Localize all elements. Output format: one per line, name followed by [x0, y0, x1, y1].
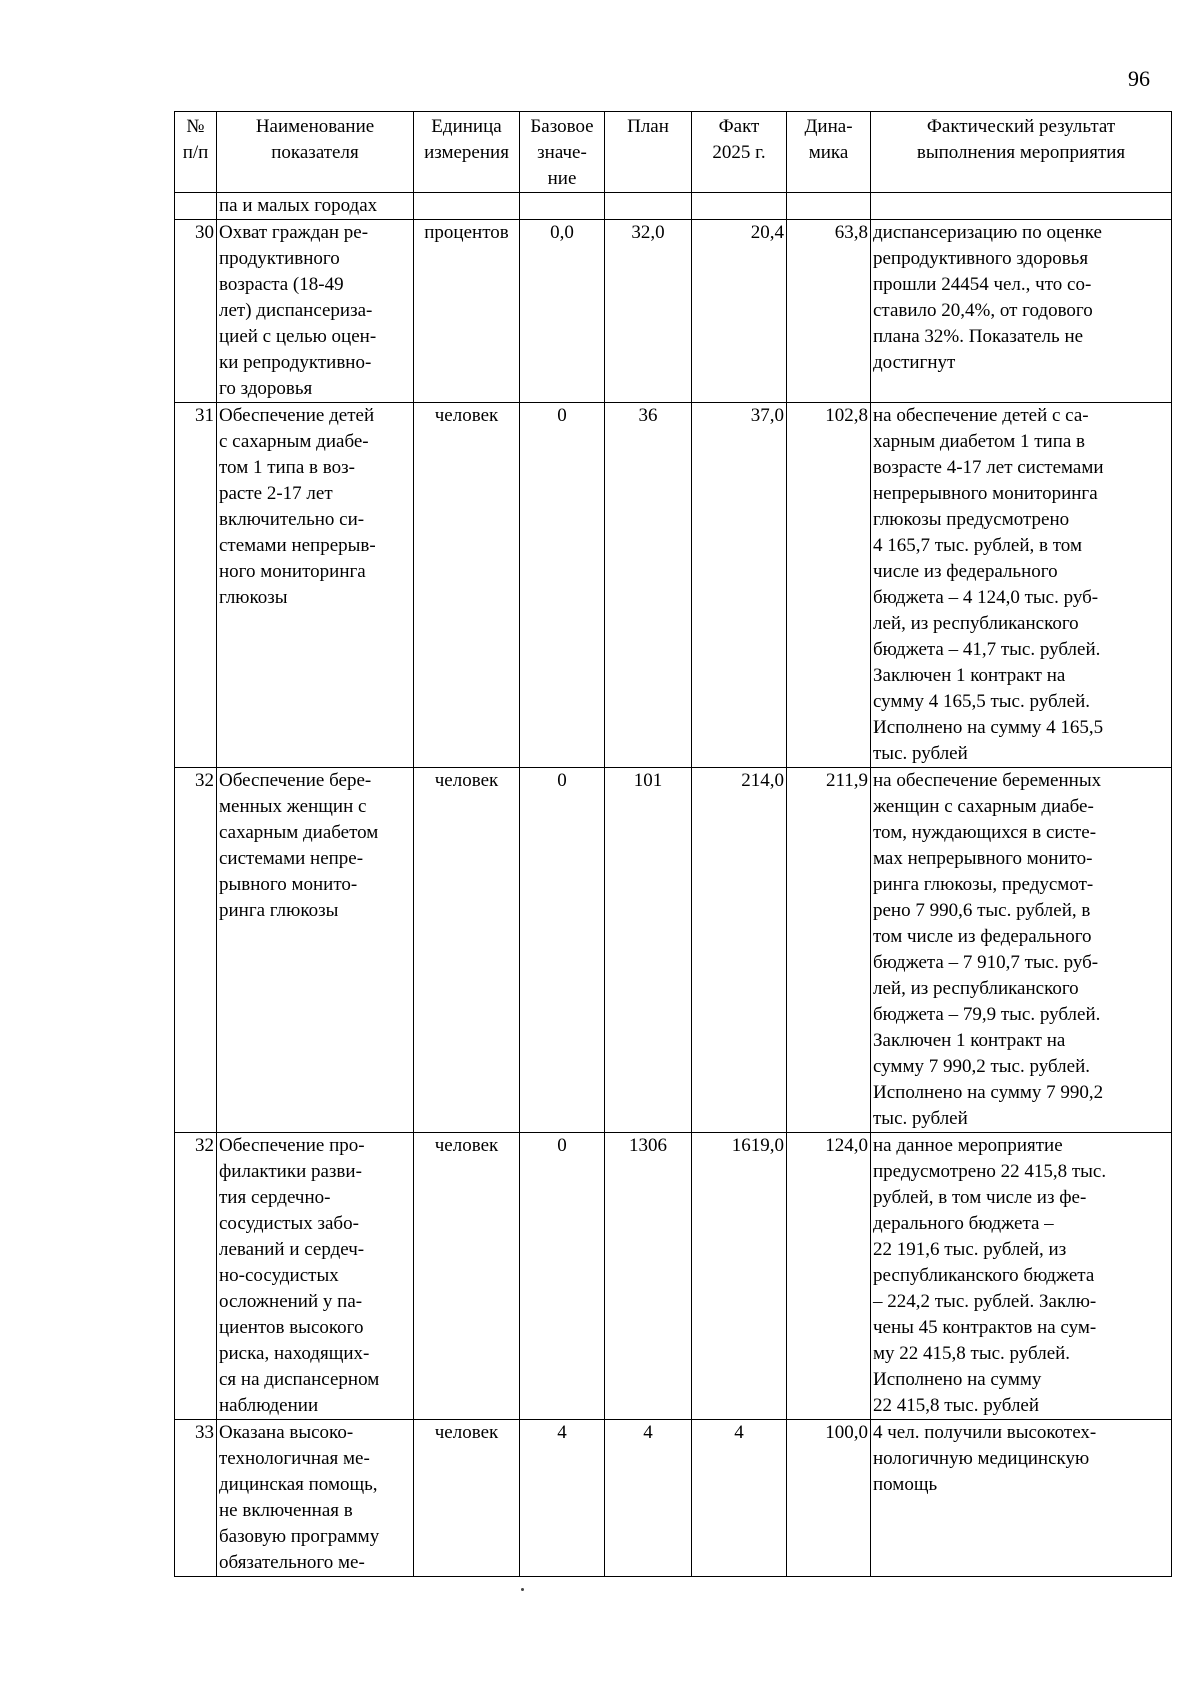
header-name: Наименование показателя [217, 112, 414, 193]
cell-unit: человек [414, 768, 520, 1133]
cell-result: 4 чел. получили высокотех- нологичную медицинскую помощь [871, 1420, 1172, 1577]
cell-unit [414, 193, 520, 220]
table-row [175, 1133, 1172, 1420]
cell-num: 32 [175, 1133, 217, 1420]
cell-unit: человек [414, 1133, 520, 1420]
page-number: 96 [1128, 66, 1150, 91]
header-dynamics: Дина- мика [787, 112, 871, 193]
cell-fact: 20,4 [692, 220, 787, 403]
header-base: Базовое значе- ние [520, 112, 605, 193]
cell-base: 0 [520, 403, 605, 768]
header-result: Фактический результат выполнения мероприятия [871, 112, 1172, 193]
cell-name: Оказана высоко- технологичная ме- дицинская помощь, не включенная в базовую программу обязательного ме- [217, 1420, 414, 1577]
cell-fact: 4 [692, 1420, 787, 1577]
cell-dynamics: 100,0 [787, 1420, 871, 1577]
cell-plan: 36 [605, 403, 692, 768]
cell-name: Обеспечение про- филактики разви- тия сердечно- сосудистых забо- леваний и сердеч- но-сосудистых осложнений у па- циентов высокого риска, находящих- ся на диспансерном наблюдении [217, 1133, 414, 1420]
cell-unit: человек [414, 1420, 520, 1577]
table-row [175, 403, 1172, 768]
cell-plan: 101 [605, 768, 692, 1133]
cell-dynamics: 211,9 [787, 768, 871, 1133]
cell-name: па и малых городах [217, 193, 414, 220]
cell-dynamics: 102,8 [787, 403, 871, 768]
header-unit: Единица измерения [414, 112, 520, 193]
cell-plan [605, 193, 692, 220]
cell-plan: 4 [605, 1420, 692, 1577]
table-row [175, 768, 1172, 1133]
cell-dynamics: 124,0 [787, 1133, 871, 1420]
cell-fact: 214,0 [692, 768, 787, 1133]
cell-fact: 1619,0 [692, 1133, 787, 1420]
table-row-continuation [175, 193, 1172, 220]
scan-speck [521, 1588, 524, 1591]
cell-base: 0 [520, 768, 605, 1133]
cell-base: 0 [520, 1133, 605, 1420]
cell-plan: 1306 [605, 1133, 692, 1420]
cell-name: Обеспечение детей с сахарным диабе- том 1 типа в воз- расте 2-17 лет включительно си- стемами непрерыв- ного мониторинга глюкозы [217, 403, 414, 768]
cell-result: на обеспечение беременных женщин с сахарным диабе- том, нуждающихся в систе- мах непрерывного монито- ринга глюкозы, предусмот- рено 7 990,6 тыс. рублей, в том числе из федерального бюджета – 7 910,7 тыс. руб- лей, из республиканского бюджета – 79,9 тыс. рублей. Заключен 1 контракт на сумму 7 990,2 тыс. рублей. Исполнено на сумму 7 990,2 тыс. рублей [871, 768, 1172, 1133]
cell-name: Обеспечение бере- менных женщин с сахарным диабетом системами непре- рывного монито- ринга глюкозы [217, 768, 414, 1133]
cell-base [520, 193, 605, 220]
cell-unit: процентов [414, 220, 520, 403]
cell-result: на обеспечение детей с са- харным диабетом 1 типа в возрасте 4-17 лет системами непрерывного мониторинга глюкозы предусмотрено 4 165,7 тыс. рублей, в том числе из федерального бюджета – 4 124,0 тыс. руб- лей, из республиканского бюджета – 41,7 тыс. рублей. Заключен 1 контракт на сумму 4 165,5 тыс. рублей. Исполнено на сумму 4 165,5 тыс. рублей [871, 403, 1172, 768]
cell-num: 31 [175, 403, 217, 768]
cell-fact: 37,0 [692, 403, 787, 768]
cell-plan: 32,0 [605, 220, 692, 403]
cell-base: 0,0 [520, 220, 605, 403]
cell-num: 32 [175, 768, 217, 1133]
cell-result [871, 193, 1172, 220]
cell-result: диспансеризацию по оценке репродуктивного здоровья прошли 24454 чел., что со- ставило 20,4%, от годового плана 32%. Показатель не достигнут [871, 220, 1172, 403]
cell-num: 30 [175, 220, 217, 403]
table-row [175, 220, 1172, 403]
cell-num [175, 193, 217, 220]
cell-unit: человек [414, 403, 520, 768]
table-header-row [175, 112, 1172, 193]
cell-fact [692, 193, 787, 220]
cell-dynamics: 63,8 [787, 220, 871, 403]
cell-dynamics [787, 193, 871, 220]
cell-base: 4 [520, 1420, 605, 1577]
cell-name: Охват граждан ре- продуктивного возраста (18-49 лет) диспансериза- цией с целью оцен- ки репродуктивно- го здоровья [217, 220, 414, 403]
header-plan: План [605, 112, 692, 193]
header-fact: Факт 2025 г. [692, 112, 787, 193]
cell-result: на данное мероприятие предусмотрено 22 415,8 тыс. рублей, в том числе из фе- дерального бюджета – 22 191,6 тыс. рублей, из республиканского бюджета – 224,2 тыс. рублей. Заклю- чены 45 контрактов на сум- му 22 415,8 тыс. рублей. Исполнено на сумму 22 415,8 тыс. рублей [871, 1133, 1172, 1420]
header-num: № п/п [175, 112, 217, 193]
table-row [175, 1420, 1172, 1577]
cell-num: 33 [175, 1420, 217, 1577]
indicators-table [174, 111, 1172, 1577]
